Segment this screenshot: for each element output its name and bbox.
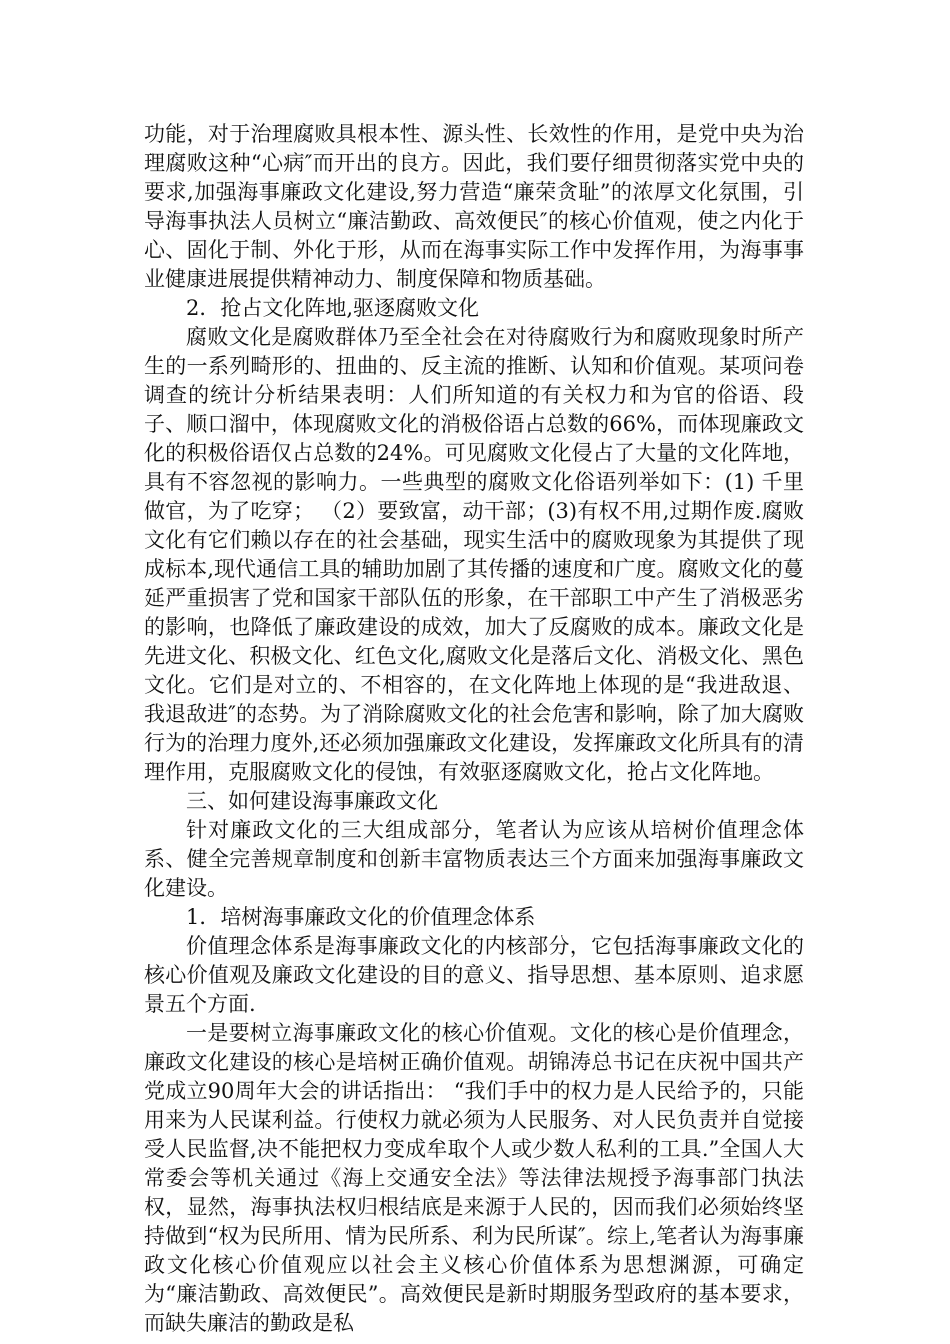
heading-value-system: 1．培树海事廉政文化的价值理念体系 [186,905,536,929]
paragraph-three-components: 针对廉政文化的三大组成部分，笔者认为应该从培树价值理念体系、健全完善规章制度和创新丰富物质表达三个方面来加强海事廉政文化建设。 [144,818,804,900]
paragraph-core-values: 一是要树立海事廉政文化的核心价值观。文化的核心是价值理念，廉政文化建设的核心是培树正确价值观。胡锦涛总书记在庆祝中国共产党成立90周年大会的讲话指出： “我们手中的权力是人民给予的，只能用来为人民谋利益。行使权力就必须为人民服务、对人民负责并自觉接受人民监督,决不能把权力变成牟取个人或少数人私利的工具.”全国人大常委会等机关通过《海上交通安全法》等法律法规授予海事部门执法权，显然，海事执法权归根结底是来源于人民的，因而我们必须始终坚持做到“权为民所用、情为民所系、利为民所谋″。综上,笔者认为海事廉政文化核心价值观应以社会主义核心价值体系为思想渊源，可确定为“廉洁勤政、高效便民”。高效便民是新时期服务型政府的基本要求，而缺失廉洁的勤政是私 [144,1021,804,1335]
document-body [144,120,804,1338]
paragraph-value-system: 价值理念体系是海事廉政文化的内核部分，它包括海事廉政文化的核心价值观及廉政文化建设的目的意义、指导思想、基本原则、追求愿景五个方面. [144,934,804,1016]
paragraph-intro: 功能，对于治理腐败具根本性、源头性、长效性的作用，是党中央为治理腐败这种“心病″而开出的良方。因此，我们要仔细贯彻落实党中央的要求,加强海事廉政文化建设,努力营造“廉荣贪耻”的浓厚文化氛围，引导海事执法人员树立“廉洁勤政、高效便民″的核心价值观，使之内化于心、固化于制、外化于形，从而在海事实际工作中发挥作用，为海事事业健康进展提供精神动力、制度保障和物质基础。 [144,122,804,291]
paragraph-corruption-culture: 腐败文化是腐败群体乃至全社会在对待腐败行为和腐败现象时所产生的一系列畸形的、扭曲的、反主流的推断、认知和价值观。某项问卷调查的统计分析结果表明：人们所知道的有关权力和为官的俗语、段子、顺口溜中，体现腐败文化的消极俗语占总数的66%，而体现廉政文化的积极俗语仅占总数的24%。可见腐败文化侵占了大量的文化阵地，具有不容忽视的影响力。一些典型的腐败文化俗语列举如下：(1) 千里做官，为了吃穿； （2）要致富，动干部；(3)有权不用,过期作废.腐败文化有它们赖以存在的社会基础，现实生活中的腐败现象为其提供了现成标本,现代通信工具的辅助加剧了其传播的速度和广度。腐败文化的蔓延严重损害了党和国家干部队伍的形象，在干部职工中产生了消极恶劣的影响，也降低了廉政建设的成效，加大了反腐败的成本。廉政文化是先进文化、积极文化、红色文化,腐败文化是落后文化、消极文化、黑色文化。它们是对立的、不相容的，在文化阵地上体现的是“我进敌退、我退敌进″的态势。为了消除腐败文化的社会危害和影响，除了加大腐败行为的治理力度外,还必须加强廉政文化建设，发挥廉政文化所具有的清理作用，克服腐败文化的侵蚀，有效驱逐腐败文化，抢占文化阵地。 [144,325,804,784]
heading-section-three: 三、如何建设海事廉政文化 [186,789,438,813]
heading-seize-cultural-ground: 2．抢占文化阵地,驱逐腐败文化 [186,296,480,320]
